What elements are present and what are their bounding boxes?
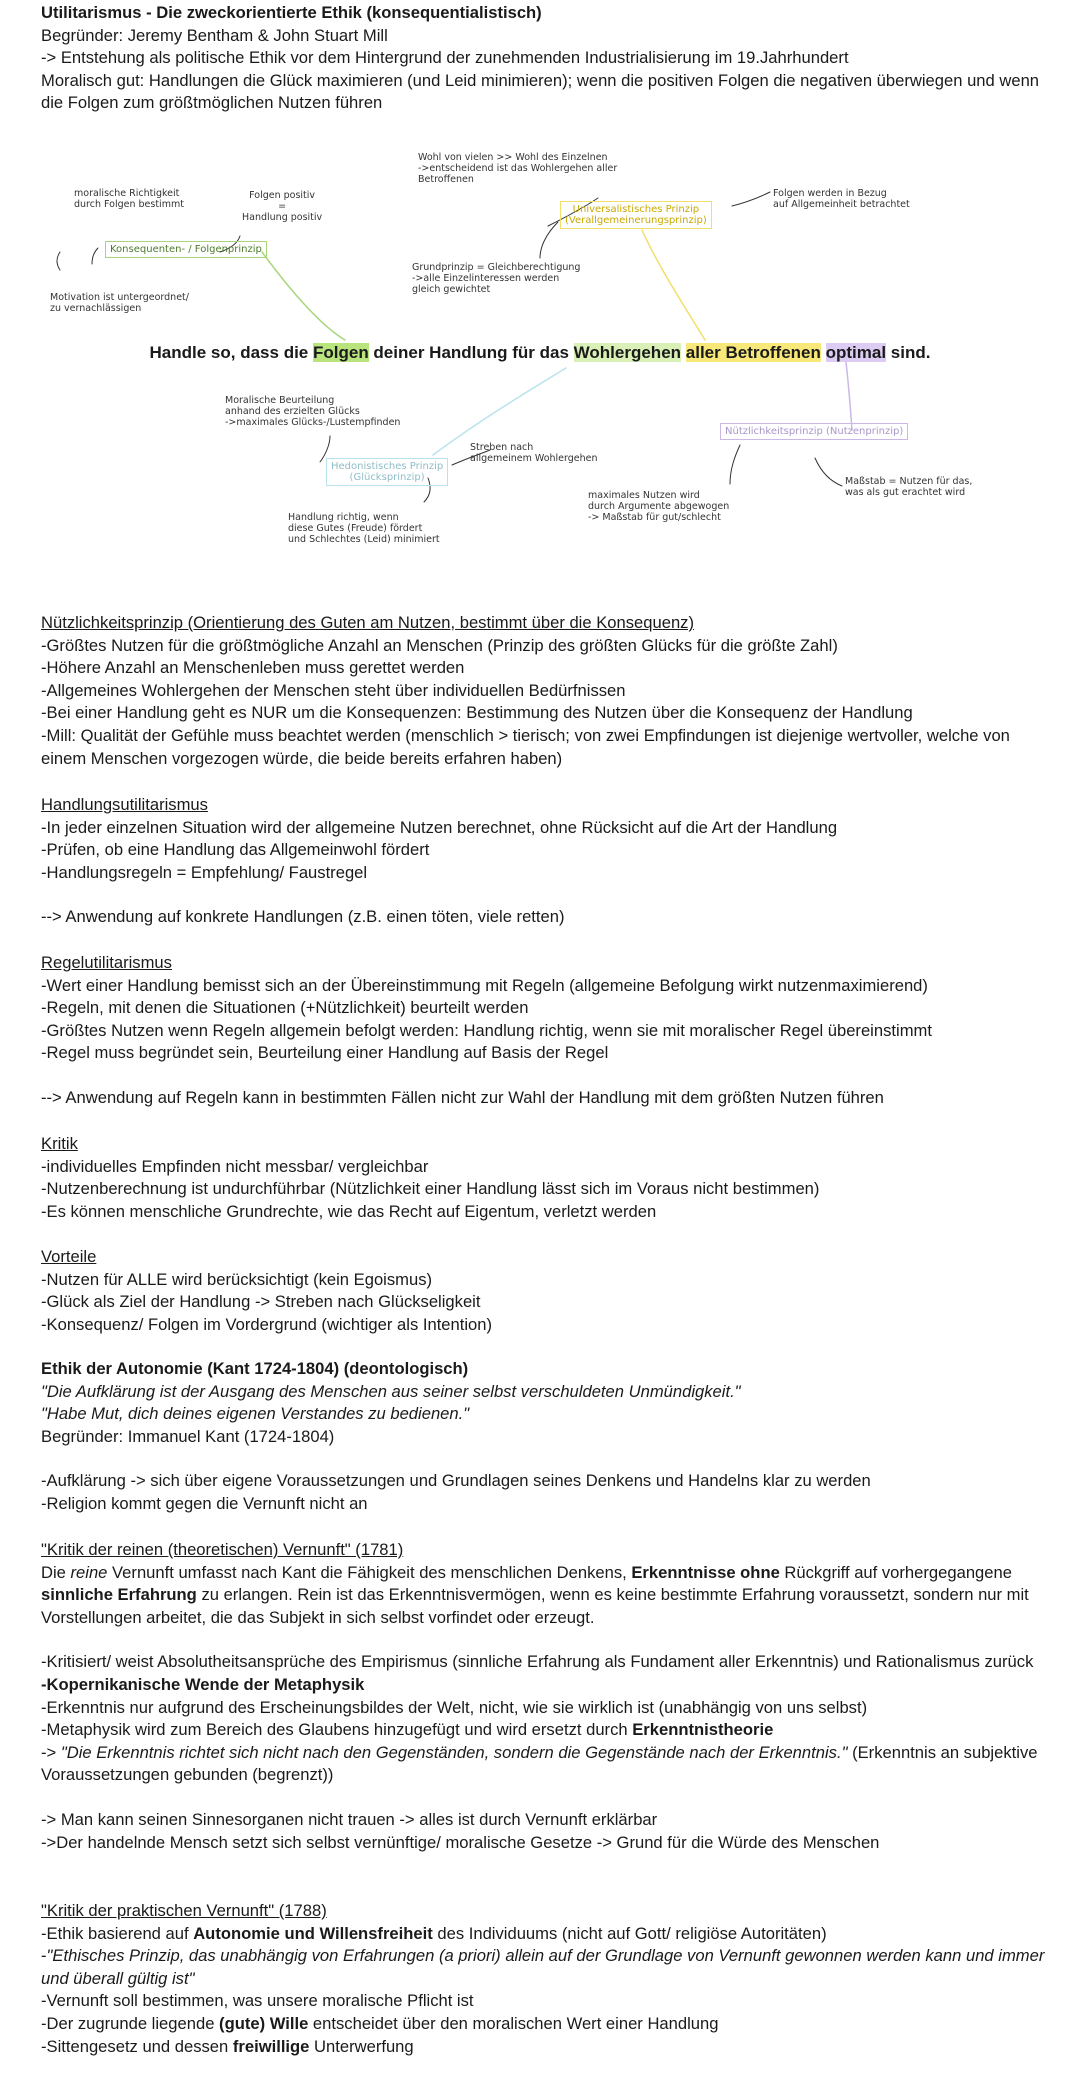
note-handlung-richtig: Handlung richtig, wenn diese Gutes (Freude) fördert und Schlechtes (Leid) minimiert [288,512,440,545]
definition-paragraph: Die reine Vernunft umfasst nach Kant die Fähigkeit des menschlichen Denkens, Erkenntnisse ohne Rückgriff auf vorhergegangene sinnliche Erfahrung zu erlangen. Rein ist das Erkenntnisvermögen, wenn es keine bestimmte Erfahrung voraussetzt, sondern nur mit Vorstellungen arbeitet, die das Subjekt in sich selbst vorfindet oder erzeugt. [41,1562,1029,1627]
note-maximales-nutzen: maximales Nutzen wird durch Argumente abgewogen -> Maßstab für gut/schlecht [588,490,730,523]
list-item: -Vernunft soll bestimmen, was unsere moralische Pflicht ist [41,1991,474,2011]
section-heading: Regelutilitarismus [41,953,172,972]
list-item: -Allgemeines Wohlergehen der Menschen steht über individuellen Bedürfnissen [41,680,626,700]
connector-optimal [846,362,852,430]
utilitarismus-intro [41,2,1051,115]
box-nuetzlichkeitsprinzip: Nützlichkeitsprinzip (Nutzenprinzip) [720,423,908,440]
list-item: -Sittengesetz und dessen freiwillige Unterwerfung [41,2036,414,2056]
founder: Begründer: Immanuel Kant (1724-1804) [41,1426,335,1446]
quote: "Habe Mut, dich deines eigenen Verstandes zu bedienen." [41,1404,470,1424]
list-item: -> Man kann seinen Sinnesorganen nicht trauen -> alles ist durch Vernunft erklärbar [41,1809,658,1829]
note-grundprinzip: Grundprinzip = Gleichberechtigung ->alle Einzelinteressen werden gleich gewichtet [412,262,581,295]
nuetzlichkeitsprinzip-section [41,612,1051,770]
list-item: -Nutzen für ALLE wird berücksichtigt (kein Egoismus) [41,1269,433,1289]
section-heading: Kritik [41,1134,78,1153]
subheading: -Kopernikanische Wende der Metaphysik [41,1674,365,1694]
section-heading: Vorteile [41,1247,97,1266]
vorteile-section [41,1246,1051,1336]
list-item: -Der zugrunde liegende (gute) Wille entscheidet über den moralischen Wert einer Handlung [41,2013,719,2033]
central-maxim: Handle so, dass die Folgen deiner Handlung für das Wohlergehen aller Betroffenen optimal sind. [149,343,931,362]
note-motivation: Motivation ist untergeordnet/ zu vernachlässigen [50,292,189,314]
list-item: -Größtes Nutzen wenn Regeln allgemein befolgt werden: Handlung richtig, wenn sie mit moralischer Regel übereinstimmt [41,1020,932,1040]
list-item: -Bei einer Handlung geht es NUR um die Konsequenzen: Bestimmung des Nutzen über die Konsequenz der Handlung [41,703,913,723]
kant-section [41,1358,1051,1516]
highlight-wohlergehen: Wohlergehen [573,343,682,362]
list-item: -Aufklärung -> sich über eigene Voraussetzungen und Grundlagen seines Denkens und Handelns klar zu werden [41,1471,871,1491]
connector-note [732,192,770,206]
box-folgenprinzip: Konsequenten- / Folgenprinzip [105,241,267,258]
list-item: -Kritisiert/ weist Absolutheitsansprüche des Empirismus (sinnliche Erfahrung als Fundament aller Erkenntnis) und Rationalismus zurück [41,1652,1034,1672]
mind-map [0,140,1080,580]
list-item: -Regel muss begründet sein, Beurteilung einer Handlung auf Basis der Regel [41,1043,609,1063]
list-item: -Es können menschliche Grundrechte, wie das Recht auf Eigentum, verletzt werden [41,1201,657,1221]
connector-note [540,222,558,258]
highlight-optimal: optimal [825,343,887,362]
list-item: -"Ethisches Prinzip, das unabhängig von Erfahrungen (a priori) allein auf der Grundlage von Vernunft gewonnen werden kann und immer und überall gültig ist" [41,1946,1045,1988]
section-heading: "Kritik der reinen (theoretischen) Vernunft" (1781) [41,1540,404,1559]
note-massstab: Maßstab = Nutzen für das, was als gut erachtet wird [845,476,973,498]
note-folgen-positiv: Folgen positiv = Handlung positiv [242,190,323,223]
regelutilitarismus-section [41,952,1051,1110]
list-item: -> "Die Erkenntnis richtet sich nicht nach den Gegenständen, sondern die Gegenstände nach der Erkenntnis." (Erkenntnis an subjektive Voraussetzungen gebunden (begrenzt)) [41,1742,1038,1785]
note-moralische-richtigkeit: moralische Richtigkeit durch Folgen bestimmt [74,188,184,210]
handlungsutilitarismus-section [41,794,1051,929]
connector-note [815,458,842,486]
quote: "Die Aufklärung ist der Ausgang des Menschen aus seiner selbst verschuldeten Unmündigkeit." [41,1381,741,1401]
list-item: -Religion kommt gegen die Vernunft nicht an [41,1493,368,1513]
founders: Begründer: Jeremy Bentham & John Stuart Mill [41,25,388,45]
section-title: Utilitarismus - Die zweckorientierte Ethik (konsequentialistisch) [41,3,542,22]
list-item: -Erkenntnis nur aufgrund des Erscheinungsbildes der Welt, nicht, wie sie wirklich ist (unabhängig von uns selbst) [41,1697,868,1717]
highlight-aller-betroffenen: aller Betroffenen [685,343,821,362]
kritik-reine-section [41,1539,1051,1854]
section-heading: Handlungsutilitarismus [41,795,208,814]
section-heading: "Kritik der praktischen Vernunft" (1788) [41,1901,327,1920]
box-hedonistisches-prinzip: Hedonistisches Prinzip (Glücksprinzip) [326,458,448,486]
connector-note [730,445,740,484]
section-note: --> Anwendung auf konkrete Handlungen (z.B. einen töten, viele retten) [41,907,565,927]
list-item: -Wert einer Handlung bemisst sich an der Übereinstimmung mit Regeln (allgemeine Befolgung wirkt nutzenmaximierend) [41,975,928,995]
note-wohl-von-vielen: Wohl von vielen >> Wohl des Einzelnen ->entscheidend ist das Wohlergehen aller Betroffenen [418,152,618,185]
list-item: -Mill: Qualität der Gefühle muss beachtet werden (menschlich > tierisch; von zwei Empfindungen ist diejenige wertvoller, welche von einem Menschen vorgezogen würde, die beide bereits erfahren haben) [41,725,1010,768]
list-item: -individuelles Empfinden nicht messbar/ vergleichbar [41,1156,429,1176]
origin: -> Entstehung als politische Ethik vor dem Hintergrund der zunehmenden Industrialisierung im 19.Jahrhundert [41,48,849,68]
list-item: ->Der handelnde Mensch setzt sich selbst vernünftige/ moralische Gesetze -> Grund für die Würde des Menschen [41,1832,880,1852]
list-item: -Ethik basierend auf Autonomie und Willensfreiheit des Individuums (nicht auf Gott/ religiöse Autoritäten) [41,1923,827,1943]
connector-folgen [262,252,345,340]
note-moralische-beurteilung: Moralische Beurteilung anhand des erzielten Glücks ->maximales Glücks-/Lustempfinden [225,395,401,428]
list-item: -In jeder einzelnen Situation wird der allgemeine Nutzen berechnet, ohne Rücksicht auf die Art der Handlung [41,817,838,837]
note-streben: Streben nach allgemeinem Wohlergehen [470,442,598,464]
section-note: --> Anwendung auf Regeln kann in bestimmten Fällen nicht zur Wahl der Handlung mit dem größten Nutzen führen [41,1087,884,1107]
moral-good: Moralisch gut: Handlungen die Glück maximieren (und Leid minimieren); wenn die positiven Folgen die negativen überwiegen und wenn die Folgen zum größtmöglichen Nutzen führen [41,70,1040,113]
list-item: -Glück als Ziel der Handlung -> Streben nach Glückseligkeit [41,1292,481,1312]
note-folgen-bezug: Folgen werden in Bezug auf Allgemeinheit betrachtet [773,188,910,210]
kritik-section [41,1133,1051,1223]
box-universalistisches-prinzip: Universalistisches Prinzip (Verallgemeinerungsprinzip) [560,201,712,229]
section-title: Ethik der Autonomie (Kant 1724-1804) (deontologisch) [41,1359,469,1378]
list-item: -Regeln, mit denen die Situationen (+Nützlichkeit) beurteilt werden [41,998,529,1018]
kritik-praktische-section [41,1900,1051,2058]
list-item: -Prüfen, ob eine Handlung das Allgemeinwohl fördert [41,840,430,860]
section-heading: Nützlichkeitsprinzip (Orientierung des Guten am Nutzen, bestimmt über die Konsequenz) [41,613,694,632]
list-item: -Handlungsregeln = Empfehlung/ Faustregel [41,862,368,882]
list-item: -Konsequenz/ Folgen im Vordergrund (wichtiger als Intention) [41,1314,493,1334]
list-item: -Größtes Nutzen für die größtmögliche Anzahl an Menschen (Prinzip des größten Glücks für die größte Zahl) [41,635,838,655]
list-item: -Metaphysik wird zum Bereich des Glaubens hinzugefügt und wird ersetzt durch Erkenntnistheorie [41,1720,774,1740]
connector-note [92,248,98,264]
highlight-folgen: Folgen [312,343,369,362]
connector-note [57,252,60,270]
list-item: -Nutzenberechnung ist undurchführbar (Nützlichkeit einer Handlung lässt sich im Voraus nicht bestimmen) [41,1179,820,1199]
connector-aller [642,230,705,340]
list-item: -Höhere Anzahl an Menschenleben muss gerettet werden [41,658,465,678]
